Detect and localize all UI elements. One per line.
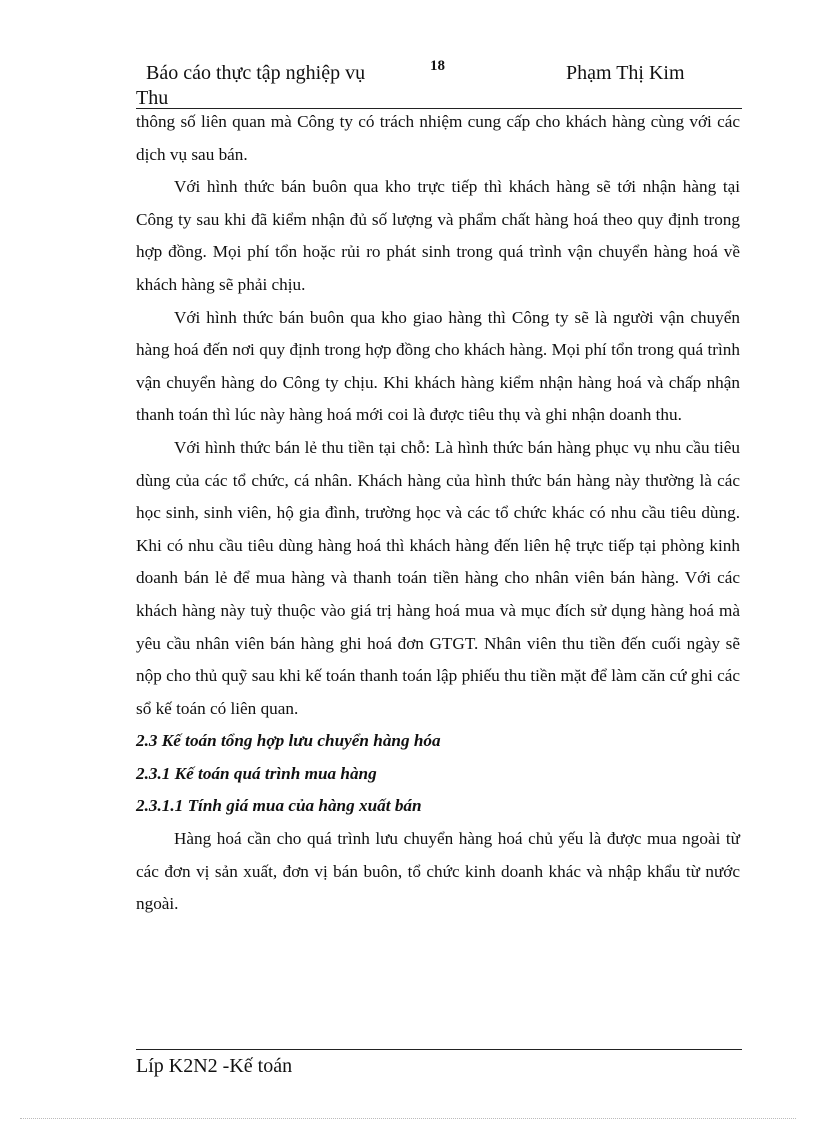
paragraph: thông số liên quan mà Công ty có trách nhiệm cung cấp cho khách hàng cùng với các dịch vụ sau bán.	[136, 112, 740, 164]
paragraph: Với hình thức bán buôn qua kho trực tiếp thì khách hàng sẽ tới nhận hàng tại Công ty sau khi đã kiểm nhận đủ số lượng và phẩm chất hàng hoá theo quy định trong hợp đồng. Mọi phí tổn hoặc rủi ro phát sinh trong quá trình vận chuyển hàng hoá về khách hàng sẽ phải chịu.	[136, 177, 740, 294]
subsubsection-heading: 2.3.1.1 Tính giá mua của hàng xuất bán	[136, 796, 422, 816]
header-author: Phạm Thị Kim	[566, 62, 685, 84]
footer-rule	[136, 1049, 742, 1050]
page-edge-dotted-line	[20, 1118, 796, 1119]
header-report-title: Báo cáo thực tập nghiệp vụ	[146, 62, 366, 84]
footer-class-label: Líp K2N2 -Kế toán	[136, 1055, 293, 1077]
section-heading: 2.3 Kế toán tổng hợp lưu chuyển hàng hóa	[136, 731, 441, 751]
header-report-title-cont: Thu	[136, 87, 169, 109]
body-text	[136, 106, 740, 921]
paragraph: Hàng hoá cần cho quá trình lưu chuyển hàng hoá chủ yếu là được mua ngoài từ các đơn vị sản xuất, đơn vị bán buôn, tổ chức kinh doanh khác và nhập khẩu từ nước ngoài.	[136, 829, 740, 914]
paragraph: Với hình thức bán lẻ thu tiền tại chỗ: Là hình thức bán hàng phục vụ nhu cầu tiêu dùng của các tổ chức, cá nhân. Khách hàng của hình thức bán hàng này thường là các học sinh, sinh viên, hộ gia đình, trường học và các tổ chức khác có nhu cầu tiêu dùng. Khi có nhu cầu tiêu dùng hàng hoá thì khách hàng đến liên hệ trực tiếp tại phòng kinh doanh bán lẻ để mua hàng và thanh toán tiền hàng cho nhân viên bán hàng. Với các khách hàng này tuỳ thuộc vào giá trị hàng hoá mua và mục đích sử dụng hàng hoá mà yêu cầu nhân viên bán hàng ghi hoá đơn GTGT. Nhân viên thu tiền đến cuối ngày sẽ nộp cho thủ quỹ sau khi kế toán thanh toán lập phiếu thu tiền mặt để làm căn cứ ghi các sổ kế toán có liên quan.	[136, 437, 740, 718]
subsection-heading: 2.3.1 Kế toán quá trình mua hàng	[136, 763, 377, 783]
paragraph: Với hình thức bán buôn qua kho giao hàng thì Công ty sẽ là người vận chuyển hàng hoá đến nơi quy định trong hợp đồng cho khách hàng. Mọi phí tổn trong quá trình vận chuyển hàng do Công ty chịu. Khi khách hàng kiểm nhận hàng hoá và chấp nhận thanh toán thì lúc này hàng hoá mới coi là được tiêu thụ và ghi nhận doanh thu.	[136, 307, 740, 425]
page-number: 18	[430, 58, 445, 74]
